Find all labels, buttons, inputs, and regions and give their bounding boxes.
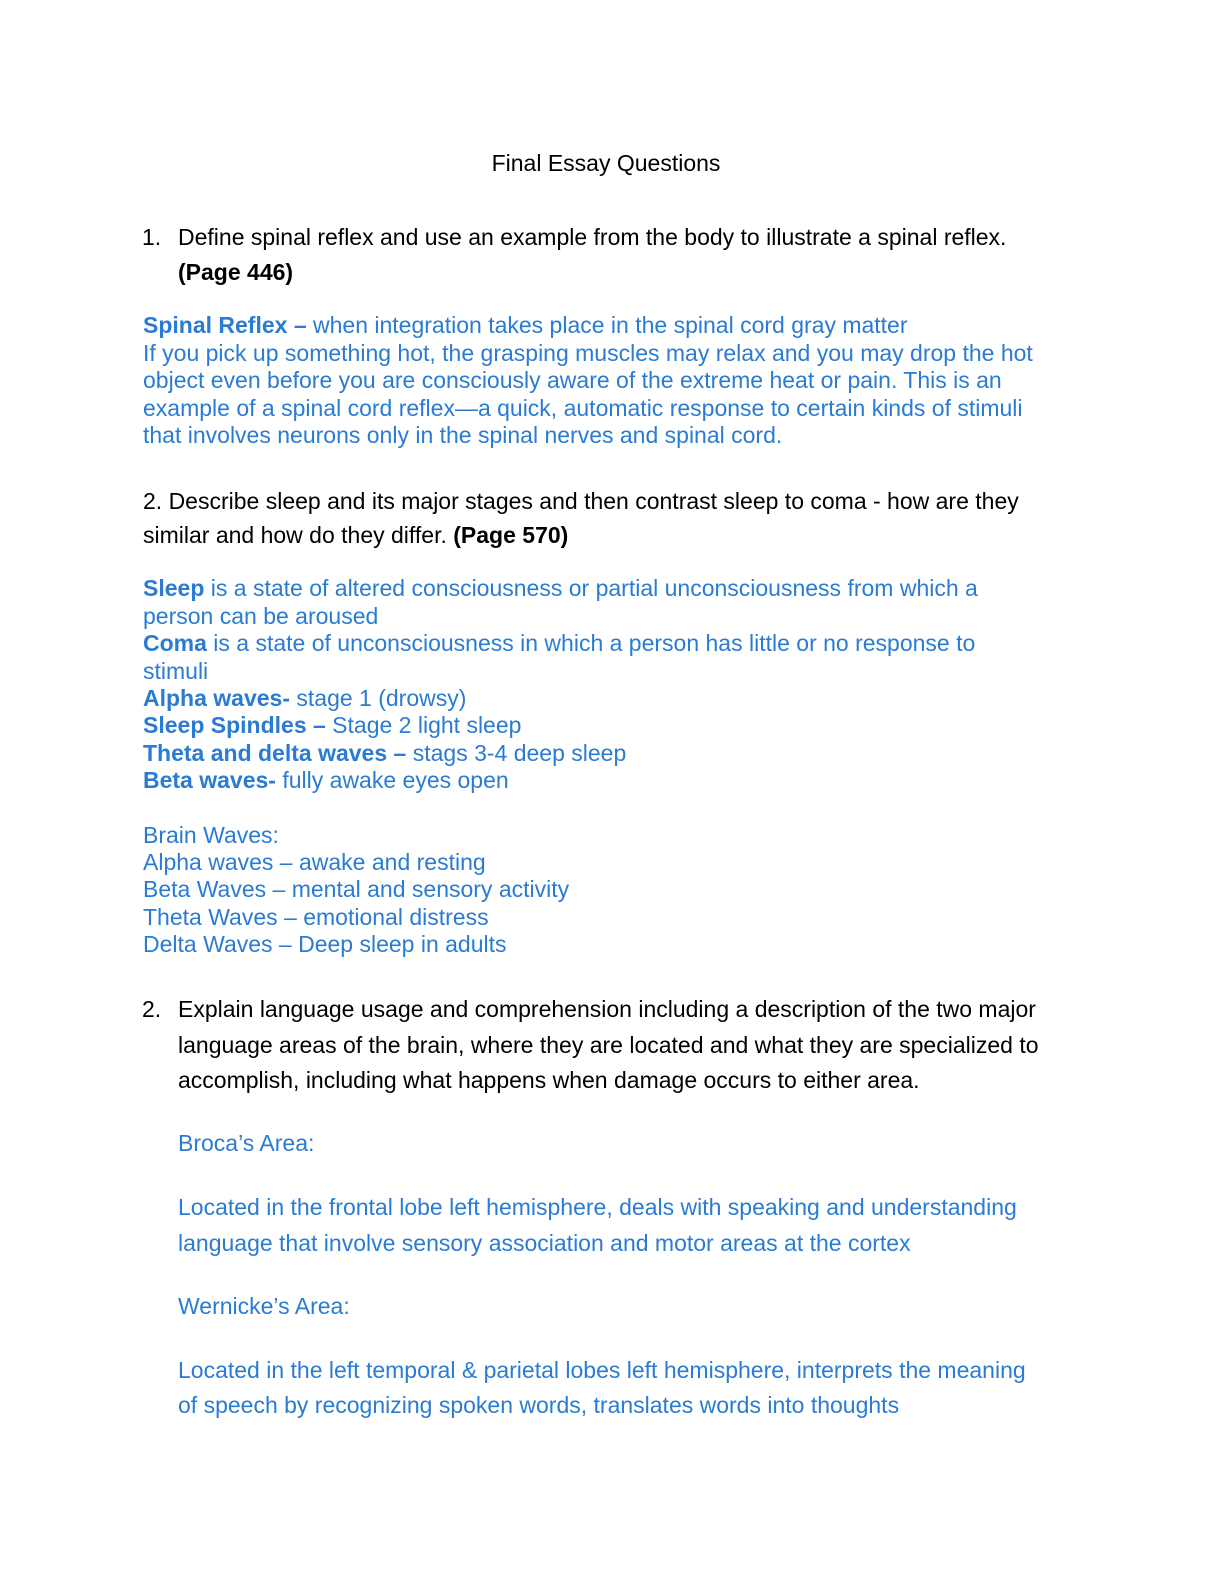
- sleep-stage-item: Sleep Spindles – Stage 2 light sleep: [143, 712, 522, 738]
- sleep-stage-item: Beta waves- fully awake eyes open: [143, 767, 509, 793]
- question-2-line: 2. Describe sleep and its major stages and then contrast sleep to coma - how are they: [143, 488, 1019, 514]
- sleep-stage-item: Alpha waves- stage 1 (drowsy): [143, 685, 467, 711]
- question-1-text: Define spinal reflex and use an example from the body to illustrate a spinal reflex.: [178, 224, 1007, 250]
- wernicke-line: Located in the left temporal & parietal lobes left hemisphere, interprets the meaning: [178, 1357, 1026, 1383]
- question-1-page-ref: (Page 446): [178, 259, 294, 285]
- answer-1-line: that involves neurons only in the spinal nerves and spinal cord.: [143, 422, 783, 448]
- question-1-number: 1.: [142, 224, 162, 250]
- answer-1-line: example of a spinal cord reflex—a quick, automatic response to certain kinds of stimuli: [143, 395, 1023, 421]
- brain-waves-heading: Brain Waves:: [143, 822, 279, 848]
- sleep-stage-item: Theta and delta waves – stags 3-4 deep sleep: [143, 740, 627, 766]
- question-2-line: similar and how do they differ. (Page 570): [143, 522, 569, 548]
- page-title: Final Essay Questions: [491, 150, 721, 176]
- broca-heading: Broca’s Area:: [178, 1130, 315, 1156]
- question-2-page-ref: (Page 570): [453, 522, 569, 548]
- question-3-number: 2.: [142, 996, 162, 1022]
- answer-2-coma: Coma is a state of unconsciousness in which a person has little or no response to: [143, 630, 976, 656]
- question-3-line: accomplish, including what happens when damage occurs to either area.: [178, 1067, 920, 1093]
- answer-2-sleep-cont: person can be aroused: [143, 603, 379, 629]
- term-coma: Coma: [143, 630, 207, 656]
- wernicke-line: of speech by recognizing spoken words, translates words into thoughts: [178, 1392, 900, 1418]
- question-3-line: Explain language usage and comprehension including a description of the two major: [178, 996, 1036, 1022]
- brain-wave-item: Alpha waves – awake and resting: [143, 849, 486, 875]
- question-3-line: language areas of the brain, where they are located and what they are specialized to: [178, 1032, 1039, 1058]
- term-sleep: Sleep: [143, 575, 205, 601]
- answer-1-line: If you pick up something hot, the grasping muscles may relax and you may drop the hot: [143, 340, 1033, 366]
- broca-line: Located in the frontal lobe left hemisphere, deals with speaking and understanding: [178, 1194, 1017, 1220]
- brain-wave-item: Beta Waves – mental and sensory activity: [143, 876, 570, 902]
- broca-line: language that involve sensory association and motor areas at the cortex: [178, 1230, 911, 1256]
- answer-1-line: object even before you are consciously aware of the extreme heat or pain. This is an: [143, 367, 1002, 393]
- answer-1-definition: Spinal Reflex – when integration takes place in the spinal cord gray matter: [143, 312, 908, 338]
- answer-2-sleep: Sleep is a state of altered consciousness or partial unconsciousness from which a: [143, 575, 978, 601]
- answer-2-coma-cont: stimuli: [143, 658, 209, 684]
- term-spinal-reflex: Spinal Reflex –: [143, 312, 307, 338]
- brain-wave-item: Delta Waves – Deep sleep in adults: [143, 931, 507, 957]
- brain-wave-item: Theta Waves – emotional distress: [143, 904, 489, 930]
- wernicke-heading: Wernicke’s Area:: [178, 1293, 350, 1319]
